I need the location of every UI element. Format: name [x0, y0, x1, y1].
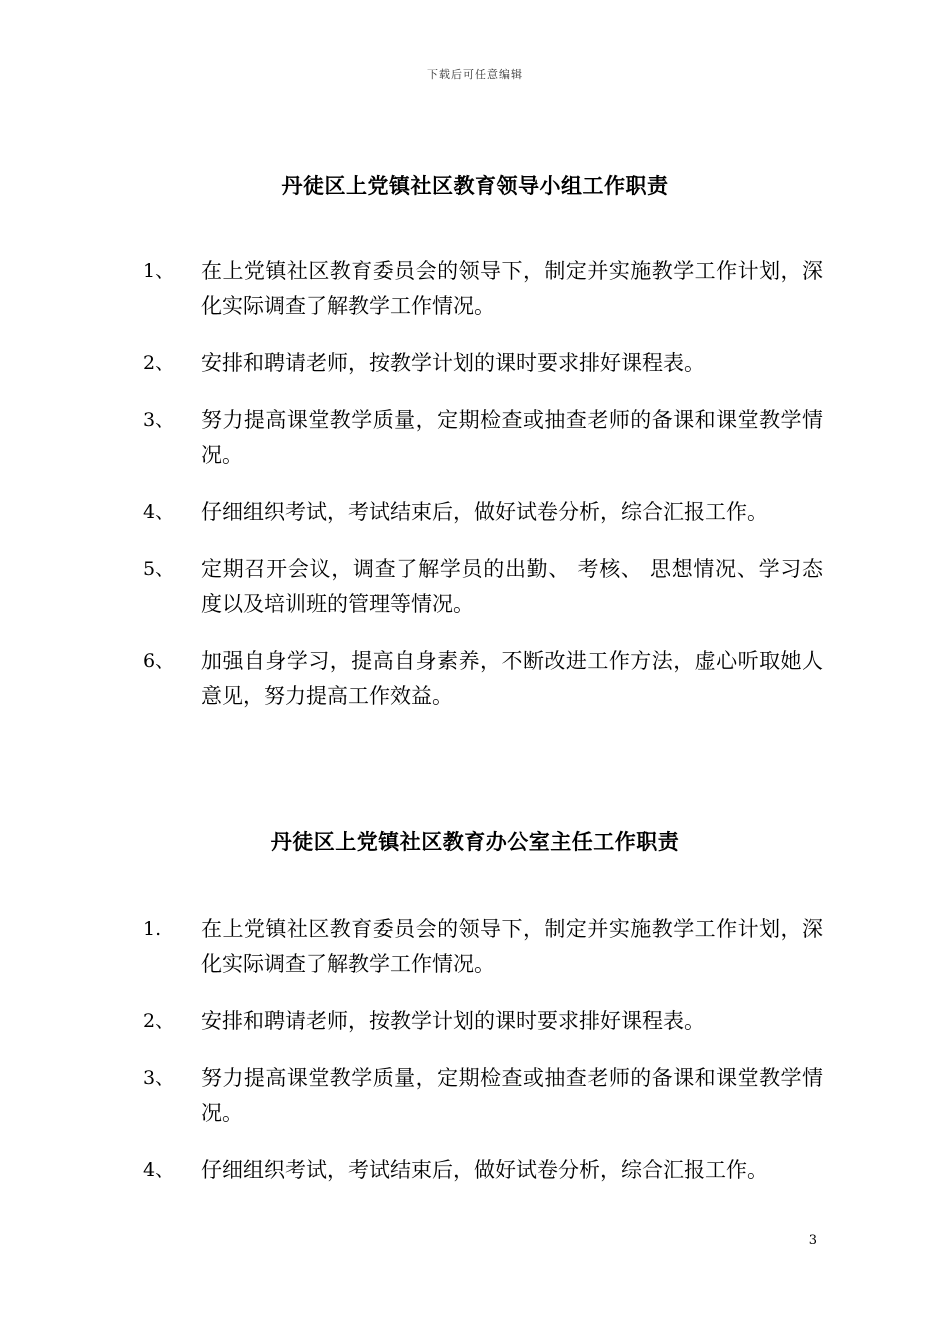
- item-text: 仔细组织考试，考试结束后，做好试卷分析，综合汇报工作。: [201, 1158, 768, 1182]
- item-number: 3、: [143, 409, 175, 431]
- duty-list: [0, 912, 950, 1188]
- item-number: 1、: [143, 260, 175, 282]
- list-item: [143, 912, 823, 982]
- list-item: [143, 346, 823, 381]
- list-item: [143, 644, 823, 714]
- item-number: 3、: [143, 1067, 175, 1089]
- list-item: [143, 254, 823, 324]
- item-number: 1.: [143, 918, 162, 940]
- item-text: 加强自身学习，提高自身素养，不断改进工作方法，虚心听取她人意见，努力提高工作效益。: [201, 649, 823, 708]
- item-text: 努力提高课堂教学质量，定期检查或抽查老师的备课和课堂教学情况。: [201, 1066, 823, 1125]
- list-item: [143, 1004, 823, 1039]
- item-text: 安排和聘请老师，按教学计划的课时要求排好课程表。: [201, 351, 705, 375]
- item-text: 努力提高课堂教学质量，定期检查或抽查老师的备课和课堂教学情况。: [201, 408, 823, 467]
- section-office-director: [0, 824, 950, 1188]
- section-leadership-group: [0, 168, 950, 714]
- item-number: 4、: [143, 1159, 175, 1181]
- item-number: 2、: [143, 1010, 175, 1032]
- section-title: 丹徒区上党镇社区教育办公室主任工作职责: [270, 830, 680, 854]
- list-item: [143, 403, 823, 473]
- section-title: 丹徒区上党镇社区教育领导小组工作职责: [281, 174, 669, 198]
- item-text: 定期召开会议，调查了解学员的出勤、 考核、 思想情况、学习态度以及培训班的管理等情况。: [201, 557, 823, 616]
- item-number: 5、: [143, 558, 175, 580]
- item-number: 4、: [143, 501, 175, 523]
- list-item: [143, 1153, 823, 1188]
- item-number: 6、: [143, 650, 175, 672]
- page-number: 3: [808, 1233, 817, 1248]
- list-item: [143, 495, 823, 530]
- duty-list: [0, 254, 950, 714]
- item-text: 在上党镇社区教育委员会的领导下，制定并实施教学工作计划，深化实际调查了解教学工作情况。: [201, 917, 823, 976]
- item-number: 2、: [143, 352, 175, 374]
- list-item: [143, 1061, 823, 1131]
- item-text: 仔细组织考试，考试结束后，做好试卷分析，综合汇报工作。: [201, 500, 768, 524]
- header-note: 下载后可任意编辑: [427, 68, 523, 81]
- item-text: 安排和聘请老师，按教学计划的课时要求排好课程表。: [201, 1009, 705, 1033]
- item-text: 在上党镇社区教育委员会的领导下，制定并实施教学工作计划，深化实际调查了解教学工作情况。: [201, 259, 823, 318]
- list-item: [143, 552, 823, 622]
